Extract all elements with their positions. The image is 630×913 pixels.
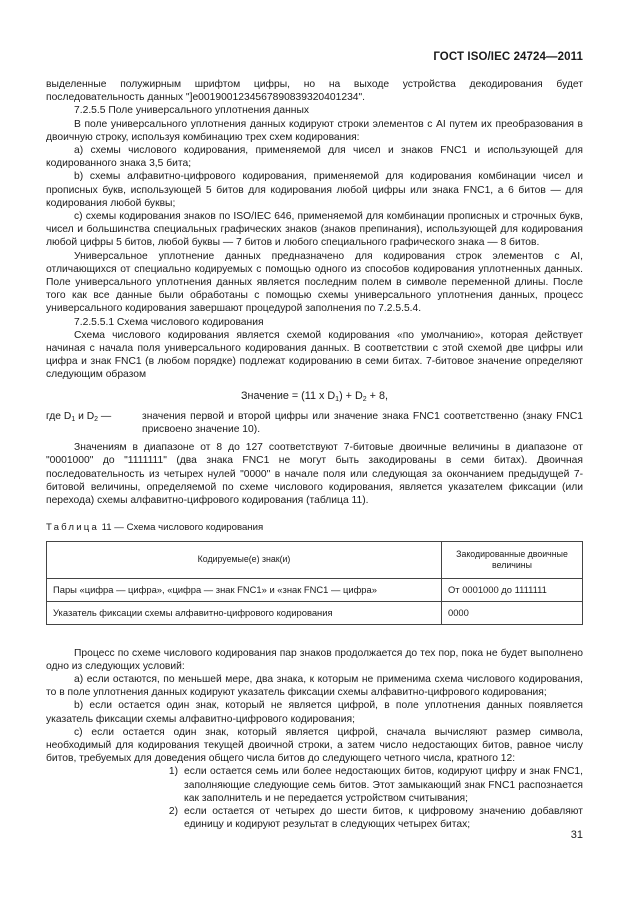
numbered-item-label: 2) <box>168 805 178 817</box>
formula-legend <box>46 410 583 436</box>
legend-symbols <box>46 410 142 436</box>
encoding-table <box>46 541 583 625</box>
section-heading-7-2-5-5: 7.2.5.5 Поле универсального уплотнения данных <box>74 105 310 117</box>
table-cell: От 0001000 до 1111111 <box>442 578 583 601</box>
list-item-c: c) схемы кодирования знаков по ISO/IEC 646, применяемой для комбинации прописных и строчных букв, чисел и большинства специальных графических знаков (знаков препинания), использующей для кодирования любой цифры 5 битов, любой буквы — 7 битов и любого специального графического знака — 8 битов. <box>46 211 583 249</box>
table-header-row <box>47 541 583 578</box>
table-caption-title: 11 — Схема числового кодирования <box>99 522 264 534</box>
numbered-item-text: если остается семь или более недостающих битов, кодируют цифру и знак FNC1, заполняющие следующие семь битов. Этот замыкающий знак FNC1 распознается как заполнитель и не передается устройством считывания; <box>184 766 583 804</box>
table-row <box>47 578 583 601</box>
formula-suffix: + 8, <box>366 389 388 402</box>
table-cell: 0000 <box>442 601 583 624</box>
conditions-section <box>46 647 583 832</box>
numbered-item-label: 1) <box>168 766 178 778</box>
table-cell: Указатель фиксации схемы алфавитно-цифрового кодирования <box>47 601 442 624</box>
legend-dash: — <box>98 410 112 422</box>
paragraph-numeric-scheme: Схема числового кодирования является схемой кодирования «по умолчанию», которая действует начиная с начала поля универсального кодирования данных. В соответствии с этой схемой две цифры или цифра и знак FNC1 (в любом порядке) подлежат кодированию в семи битах. 7-битовое значение определяют следующим образом <box>46 329 583 381</box>
numbered-item-text: если остается от четырех до шести битов, к цифровому значению добавляют единицу и кодируют результат в следующих четырех битах; <box>184 805 583 831</box>
legend-d-label: где D <box>46 410 72 422</box>
legend-sub-2: 2 <box>94 415 99 423</box>
legend-and: и D <box>75 410 95 422</box>
document-header: ГОСТ ISO/IEC 24724—2011 <box>433 51 583 63</box>
document-body <box>46 78 583 831</box>
table-header-binary: Закодированные двоичные величины <box>442 541 583 578</box>
paragraph-process: Процесс по схеме числового кодирования пар знаков продолжается до тех пор, пока не будет выполнено одно из следующих условий: <box>46 647 583 672</box>
condition-b: b) если остается один знак, который не является цифрой, в поле уплотнения данных появляется указатель фиксации схемы алфавитно-цифрового кодирования; <box>46 700 583 725</box>
table-header-chars: Кодируемые(е) знак(и) <box>47 541 442 578</box>
paragraph-universal: Универсальное уплотнение данных предназначено для кодирования строк элементов с AI, отличающихся от специально кодируемых с помощью одного из способов кодирования уплотненных данных. Поле универсального уплотнения данных является последним полем в символе переменной длины. После того как все данные были обработаны с помощью схемы универсального уплотнения данных, процесс универсального кодирования завершают процедурой заполнения по 7.2.5.5.4. <box>46 250 583 315</box>
legend-text: значения первой и второй цифры или значение знака FNC1 соответственно (знаку FNC1 присвоено значение 10). <box>142 410 583 436</box>
numbered-item-2 <box>46 805 583 831</box>
section-heading-7-2-5-5-1: 7.2.5.5.1 Схема числового кодирования <box>74 316 264 328</box>
paragraph-intro: В поле универсального уплотнения данных кодируют строки элементов с AI путем их преобразования в двоичную строку, используя комбинацию трех схем кодирования: <box>46 118 583 143</box>
list-item-a: а) схемы числового кодирования, применяемой для чисел и знаков FNC1 и использующей для кодированного знака 3,5 бита; <box>46 145 583 170</box>
table-cell: Пары «цифра — цифра», «цифра — знак FNC1» и «знак FNC1 — цифра» <box>47 578 442 601</box>
formula-prefix: Значение = (11 x D <box>240 389 336 402</box>
formula-sub-1: 1 <box>335 395 340 403</box>
legend-sub-1: 1 <box>71 415 76 423</box>
condition-c: c) если остается один знак, который является цифрой, сначала вычисляют размер символа, необходимый для кодирования текущей двоичной строки, а затем число недостающих битов, равное числу битов, требуемых для доведения общего числа битов до следующего четного числа, кратного 12: <box>46 726 583 765</box>
paragraph-continuation: выделенные полужирным шрифтом цифры, но на выходе устройства декодирования будет последовательность данных "]e0019001234567890839320401234". <box>46 79 583 104</box>
table-caption-word: Таблица <box>46 522 100 534</box>
list-item-b: b) схемы алфавитно-цифрового кодирования, применяемой для кодирования комбинации чисел и прописных букв, использующей 5 битов для кодирования любой цифры или знака FNC1, а 6 битов — для кодирования любой буквы; <box>46 171 583 209</box>
numbered-item-1 <box>46 765 583 805</box>
page-number: 31 <box>570 829 583 841</box>
table-row <box>47 601 583 624</box>
table-caption <box>46 521 583 534</box>
paragraph-values: Значениям в диапазоне от 8 до 127 соответствуют 7-битовые двоичные величины в диапазоне от "0001000" до "1111111" (два знака FNC1 не могут быть закодированы в семи битах). Двоичная последовательность из четырех нулей "0000" в начале поля или следующая за окончанием предыдущей 7-битовой величины, определяемой по схеме числового кодирования, является указателем фиксации (или перехода) схемы алфавитно-цифрового кодирования (таблица 11). <box>46 442 583 507</box>
formula-sub-2: 2 <box>362 395 367 403</box>
formula <box>46 390 583 403</box>
formula-middle: ) + D <box>339 389 363 402</box>
condition-a: а) если остаются, по меньшей мере, два знака, к которым не применима схема числового кодирования, то в поле уплотнения данных кодируют указатель фиксации схемы алфавитно-цифрового кодирования; <box>46 673 583 699</box>
